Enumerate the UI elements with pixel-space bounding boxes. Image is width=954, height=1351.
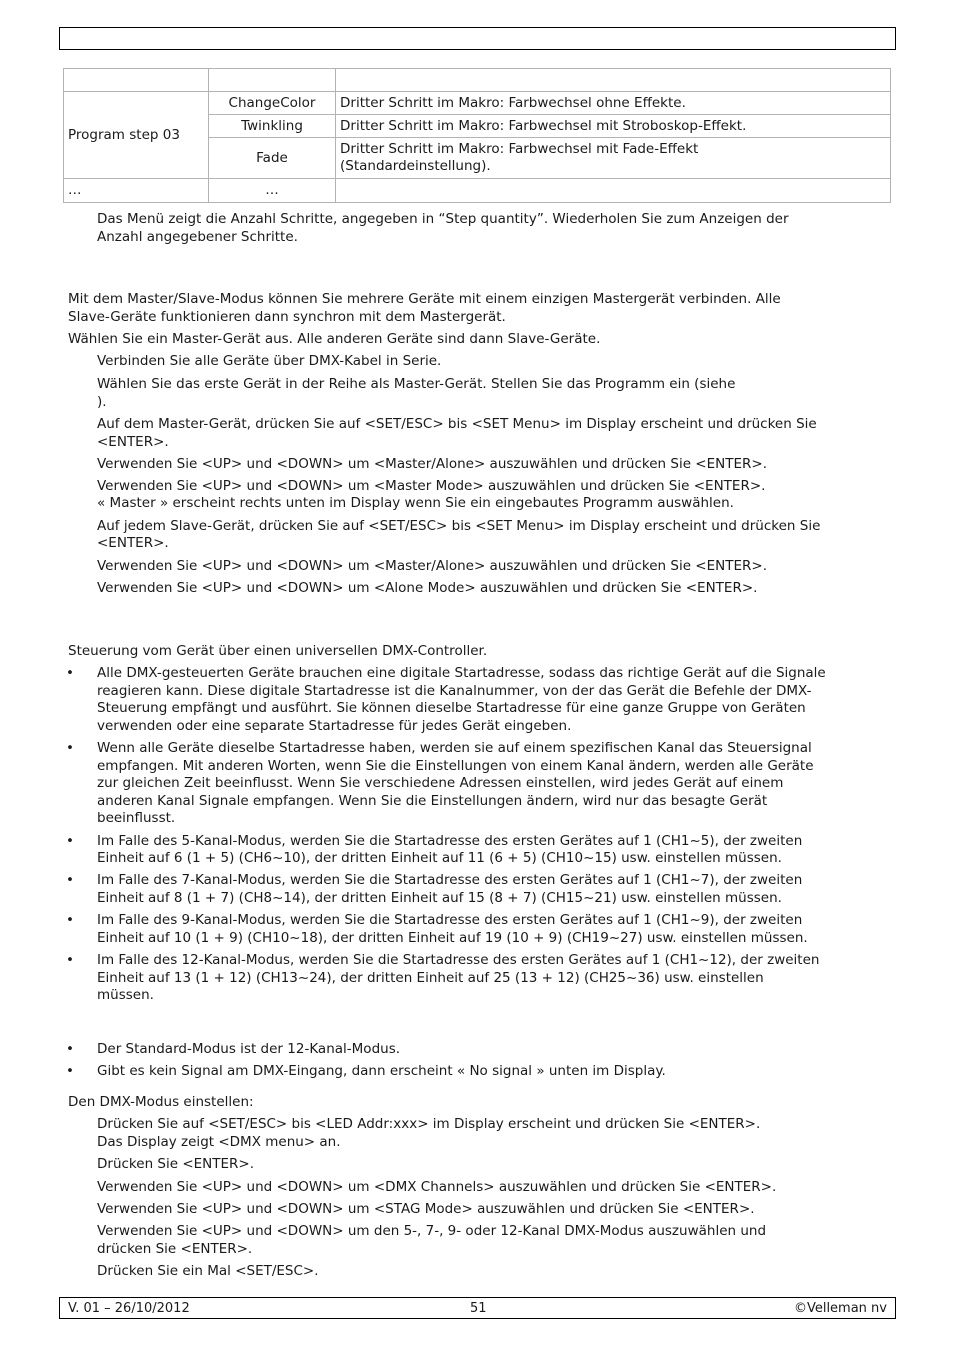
mode-cell: Fade bbox=[209, 138, 336, 179]
step-line: Drücken Sie <ENTER>. bbox=[97, 1156, 255, 1172]
step-line: Verwenden Sie <UP> und <DOWN> um <Alone Mode> auszuwählen und drücken Sie <ENTER>. bbox=[97, 580, 758, 596]
bullet-line: Im Falle des 12-Kanal-Modus, werden Sie die Startadresse des ersten Gerätes auf 1 (CH1~12), der zweiten bbox=[97, 952, 820, 968]
paragraph-line: Steuerung vom Gerät über einen universellen DMX-Controller. bbox=[68, 643, 488, 659]
bullet-line: Einheit auf 8 (1 + 7) (CH8~14), der dritten Einheit auf 15 (8 + 7) (CH15~21) usw. einstellen müssen. bbox=[97, 890, 782, 906]
step-line: Das Display zeigt <DMX menu> an. bbox=[97, 1134, 341, 1150]
bullet-line: müssen. bbox=[97, 987, 154, 1003]
bullet-line: Im Falle des 7-Kanal-Modus, werden Sie die Startadresse des ersten Gerätes auf 1 (CH1~7), der zweiten bbox=[97, 872, 803, 888]
bullet-dot: • bbox=[66, 1063, 74, 1079]
bullet-line: Im Falle des 9-Kanal-Modus, werden Sie die Startadresse des ersten Gerätes auf 1 (CH1~9), der zweiten bbox=[97, 912, 803, 928]
bullet-dot: • bbox=[66, 740, 74, 756]
page-footer bbox=[59, 1297, 896, 1319]
step-line: Verwenden Sie <UP> und <DOWN> um den 5-, 7-, 9- oder 12-Kanal DMX-Modus auszuwählen und bbox=[97, 1223, 767, 1239]
table-cell bbox=[336, 69, 891, 92]
footer-copyright: ©Velleman nv bbox=[793, 1301, 887, 1316]
bullet-dot: • bbox=[66, 952, 74, 968]
bullet-dot: • bbox=[66, 665, 74, 681]
step-line: ). bbox=[97, 394, 107, 410]
description-cell: Dritter Schritt im Makro: Farbwechsel ohne Effekte. bbox=[336, 92, 891, 115]
step-line: <ENTER>. bbox=[97, 434, 169, 450]
bullet-line: Gibt es kein Signal am DMX-Eingang, dann erscheint « No signal » unten im Display. bbox=[97, 1063, 666, 1079]
table-cell: … bbox=[64, 179, 209, 203]
table-row bbox=[64, 179, 891, 203]
mode-cell: Twinkling bbox=[209, 115, 336, 138]
paragraph-line: Slave-Geräte funktionieren dann synchron mit dem Mastergerät. bbox=[68, 309, 506, 325]
step-line: drücken Sie <ENTER>. bbox=[97, 1241, 253, 1257]
bullet-line: Im Falle des 5-Kanal-Modus, werden Sie die Startadresse des ersten Gerätes auf 1 (CH1~5), der zweiten bbox=[97, 833, 803, 849]
bullet-line: verwenden oder eine separate Startadresse für jedes Gerät eingeben. bbox=[97, 718, 572, 734]
table-cell bbox=[209, 69, 336, 92]
bullet-line: Wenn alle Geräte dieselbe Startadresse haben, werden sie auf einem spezifischen Kanal das Steuersignal bbox=[97, 740, 812, 756]
bullet-line: Einheit auf 6 (1 + 5) (CH6~10), der dritten Einheit auf 11 (6 + 5) (CH10~15) usw. einstellen müssen. bbox=[97, 850, 782, 866]
table-cell bbox=[64, 69, 209, 92]
program-step-label: Program step 03 bbox=[64, 92, 209, 179]
step-line: <ENTER>. bbox=[97, 535, 169, 551]
bullet-line: Einheit auf 13 (1 + 12) (CH13~24), der dritten Einheit auf 25 (13 + 12) (CH25~36) usw. einstellen bbox=[97, 970, 764, 986]
bullet-dot: • bbox=[66, 872, 74, 888]
table-cell bbox=[336, 179, 891, 203]
bullet-line: anderen Kanal Signale empfangen. Wenn Sie die Einstellungen ändern, wird nur das besagte Gerät bbox=[97, 793, 768, 809]
description-line: (Standardeinstellung). bbox=[340, 158, 491, 174]
bullet-line: zur gleichen Zeit beeinflusst. Wenn Sie verschiedene Adressen einstellen, wird jedes Gerät auf einem bbox=[97, 775, 784, 791]
step-line: Verbinden Sie alle Geräte über DMX-Kabel in Serie. bbox=[97, 353, 442, 369]
bullet-line: Steuerung empfängt und ausführt. Sie können dieselbe Startadresse für eine ganze Gruppe von Geräten bbox=[97, 700, 806, 716]
bullet-dot: • bbox=[66, 1041, 74, 1057]
step-line: Auf dem Master-Gerät, drücken Sie auf <SET/ESC> bis <SET Menu> im Display erscheint und drücken Sie bbox=[97, 416, 817, 432]
step-line: Verwenden Sie <UP> und <DOWN> um <Master/Alone> auszuwählen und drücken Sie <ENTER>. bbox=[97, 558, 768, 574]
bullet-line: Einheit auf 10 (1 + 9) (CH10~18), der dritten Einheit auf 19 (10 + 9) (CH19~27) usw. einstellen müssen. bbox=[97, 930, 808, 946]
table-cell: … bbox=[209, 179, 336, 203]
footer-page-number: 51 bbox=[470, 1301, 487, 1316]
bullet-dot: • bbox=[66, 912, 74, 928]
description-cell bbox=[336, 138, 891, 179]
step-line: Wählen Sie das erste Gerät in der Reihe als Master-Gerät. Stellen Sie das Programm ein (siehe bbox=[97, 376, 736, 392]
step-line: Drücken Sie auf <SET/ESC> bis <LED Addr:xxx> im Display erscheint und drücken Sie <ENTER>. bbox=[97, 1116, 761, 1132]
paragraph-line: Wählen Sie ein Master-Gerät aus. Alle anderen Geräte sind dann Slave-Geräte. bbox=[68, 331, 601, 347]
step-line: Verwenden Sie <UP> und <DOWN> um <Master/Alone> auszuwählen und drücken Sie <ENTER>. bbox=[97, 456, 768, 472]
paragraph-line: Mit dem Master/Slave-Modus können Sie mehrere Geräte mit einem einzigen Mastergerät verbinden. Alle bbox=[68, 291, 781, 307]
mode-cell: ChangeColor bbox=[209, 92, 336, 115]
step-line: Auf jedem Slave-Gerät, drücken Sie auf <SET/ESC> bis <SET Menu> im Display erscheint und drücken Sie bbox=[97, 518, 821, 534]
note-line: Das Menü zeigt die Anzahl Schritte, angegeben in “Step quantity”. Wiederholen Sie zum Anzeigen der bbox=[97, 211, 789, 227]
description-cell: Dritter Schritt im Makro: Farbwechsel mit Stroboskop-Effekt. bbox=[336, 115, 891, 138]
note-line: Anzahl angegebener Schritte. bbox=[97, 229, 298, 245]
table-row bbox=[64, 69, 891, 92]
step-line: Drücken Sie ein Mal <SET/ESC>. bbox=[97, 1263, 319, 1279]
table-row bbox=[64, 92, 891, 115]
description-line: Dritter Schritt im Makro: Farbwechsel mit Fade-Effekt bbox=[340, 141, 699, 157]
bullet-line: Alle DMX-gesteuerten Geräte brauchen eine digitale Startadresse, sodass das richtige Gerät auf die Signale bbox=[97, 665, 826, 681]
program-steps-table bbox=[63, 68, 891, 203]
bullet-dot: • bbox=[66, 833, 74, 849]
paragraph-line: Den DMX-Modus einstellen: bbox=[68, 1094, 254, 1110]
step-line: Verwenden Sie <UP> und <DOWN> um <Master Mode> auszuwählen und drücken Sie <ENTER>. bbox=[97, 478, 766, 494]
footer-version: V. 01 – 26/10/2012 bbox=[68, 1301, 190, 1316]
step-line: Verwenden Sie <UP> und <DOWN> um <DMX Channels> auszuwählen und drücken Sie <ENTER>. bbox=[97, 1179, 777, 1195]
bullet-line: reagieren kann. Diese digitale Startadresse ist die Kanalnummer, von der das Gerät die Befehle der DMX- bbox=[97, 683, 812, 699]
bullet-line: empfangen. Mit anderen Worten, wenn Sie die Einstellungen von einem Kanal ändern, werden alle Geräte bbox=[97, 758, 814, 774]
step-line: Verwenden Sie <UP> und <DOWN> um <STAG Mode> auszuwählen und drücken Sie <ENTER>. bbox=[97, 1201, 755, 1217]
bullet-line: beeinflusst. bbox=[97, 810, 176, 826]
step-line: « Master » erscheint rechts unten im Display wenn Sie ein eingebautes Programm auswählen. bbox=[97, 495, 734, 511]
bullet-line: Der Standard-Modus ist der 12-Kanal-Modus. bbox=[97, 1041, 401, 1057]
page-header-box bbox=[59, 27, 896, 50]
